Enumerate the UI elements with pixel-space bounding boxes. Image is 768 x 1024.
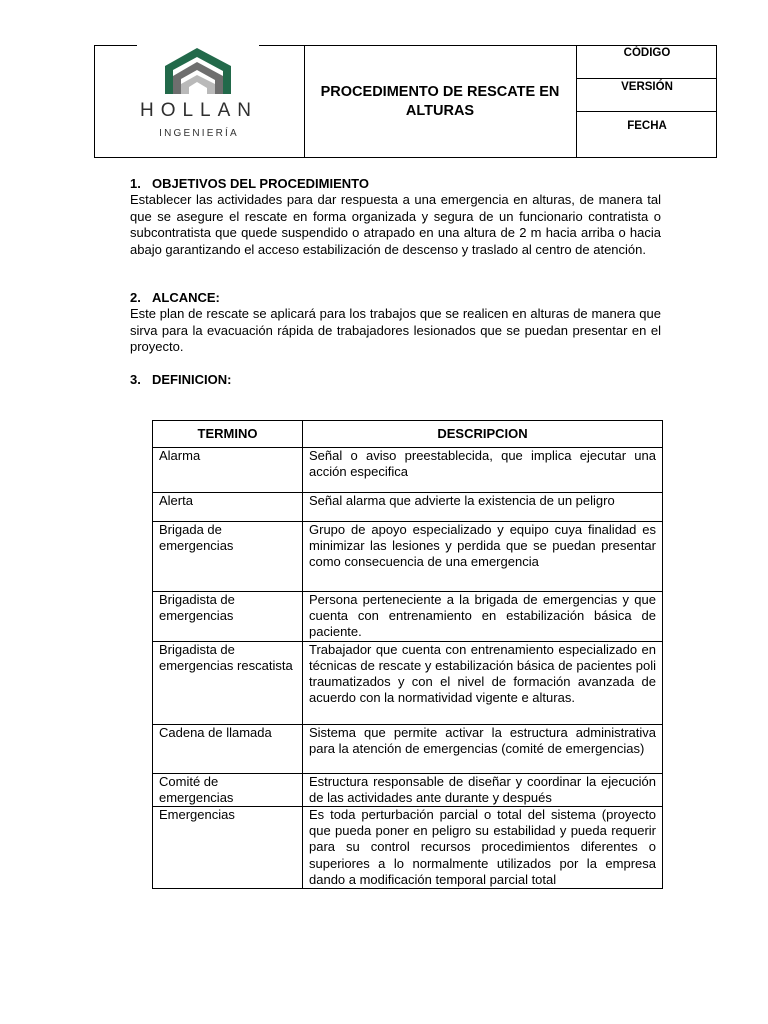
table-header-row bbox=[153, 421, 663, 448]
term-cell: Cadena de llamada bbox=[153, 724, 303, 773]
description-cell: Señal o aviso preestablecida, que implica ejecutar una acción especifica bbox=[303, 448, 663, 493]
document-title: PROCEDIMENTO DE RESCATE EN ALTURAS bbox=[320, 83, 560, 119]
meta-fecha bbox=[577, 112, 717, 157]
table-row bbox=[153, 807, 663, 889]
table-row bbox=[153, 773, 663, 806]
meta-version bbox=[577, 79, 717, 112]
hollan-logo-icon bbox=[157, 46, 241, 98]
term-cell: Comité de emergencias bbox=[153, 773, 303, 806]
meta-codigo-label: CÓDIGO bbox=[623, 47, 671, 59]
description-cell: Grupo de apoyo especializado y equipo cuya finalidad es minimizar las lesiones y perdida que se puedan presentar como consecuencia de una emergencia bbox=[303, 522, 663, 592]
meta-fecha-label: FECHA bbox=[627, 120, 667, 132]
section-title: ALCANCE: bbox=[152, 290, 220, 305]
table-row bbox=[153, 641, 663, 724]
column-header-descripcion: DESCRIPCION bbox=[303, 421, 663, 448]
table-row bbox=[153, 592, 663, 642]
table-row bbox=[153, 522, 663, 592]
description-cell: Es toda perturbación parcial o total del sistema (proyecto que pueda poner en peligro su estabilidad y pueda requerir para su control recursos procedimientos diferentes o superiores a lo normalmente utilizados por la empresa dando a modificación temporal parcial total bbox=[303, 807, 663, 889]
table-row bbox=[153, 448, 663, 493]
section-heading bbox=[130, 290, 661, 306]
description-cell: Sistema que permite activar la estructura administrativa para la atención de emergencias (comité de emergencias) bbox=[303, 724, 663, 773]
section-definicion bbox=[130, 372, 661, 388]
section-title: OBJETIVOS DEL PROCEDIMIENTO bbox=[152, 176, 369, 191]
term-cell: Brigadista de emergencias bbox=[153, 592, 303, 642]
description-cell: Persona perteneciente a la brigada de emergencias y que cuenta con entrenamiento en estabilización básica de paciente. bbox=[303, 592, 663, 642]
section-body: Establecer las actividades para dar respuesta a una emergencia en alturas, de manera tal que se asegure el rescate en forma organizada y segura de un funcionario contratista o subcontratista que quede suspendido o atrapado en una altura de 2 m hacia arriba o hacia abajo garantizando el acceso estabilización de descenso y traslado al centro de atención. bbox=[130, 192, 661, 257]
section-heading bbox=[130, 176, 661, 192]
definitions-table bbox=[152, 420, 663, 889]
section-number: 2. bbox=[130, 290, 141, 305]
document-title-cell bbox=[304, 46, 576, 157]
term-cell: Alerta bbox=[153, 493, 303, 522]
description-cell: Señal alarma que advierte la existencia de un peligro bbox=[303, 493, 663, 522]
meta-cell bbox=[576, 46, 717, 157]
section-number: 3. bbox=[130, 372, 141, 387]
document-header bbox=[94, 45, 717, 158]
section-alcance bbox=[130, 290, 661, 356]
description-cell: Trabajador que cuenta con entrenamiento especializado en técnicas de rescate y estabilización básica de pacientes poli traumatizados y con el nivel de formación avanzada de acuerdo con la normatividad vigente e alturas. bbox=[303, 641, 663, 724]
table-row bbox=[153, 493, 663, 522]
column-header-termino: TERMINO bbox=[153, 421, 303, 448]
section-body: Este plan de rescate se aplicará para los trabajos que se realicen en alturas de manera que sirva para la evacuación rápida de trabajadores lesionados que se puedan presentar en el proyecto. bbox=[130, 306, 661, 355]
meta-codigo bbox=[577, 46, 717, 79]
logo-subtitle: INGENIERÍA bbox=[159, 128, 239, 139]
description-cell: Estructura responsable de diseñar y coordinar la ejecución de las actividades ante durante y después bbox=[303, 773, 663, 806]
section-title: DEFINICION: bbox=[152, 372, 232, 387]
section-objetivos bbox=[130, 176, 661, 258]
term-cell: Brigadista de emergencias rescatista bbox=[153, 641, 303, 724]
table-row bbox=[153, 724, 663, 773]
term-cell: Emergencias bbox=[153, 807, 303, 889]
section-number: 1. bbox=[130, 176, 141, 191]
meta-version-label: VERSIÓN bbox=[621, 81, 673, 93]
logo-cell bbox=[95, 46, 305, 157]
section-heading bbox=[130, 372, 661, 388]
term-cell: Brigada de emergencias bbox=[153, 522, 303, 592]
term-cell: Alarma bbox=[153, 448, 303, 493]
logo-wordmark: HOLLAN bbox=[139, 100, 259, 121]
